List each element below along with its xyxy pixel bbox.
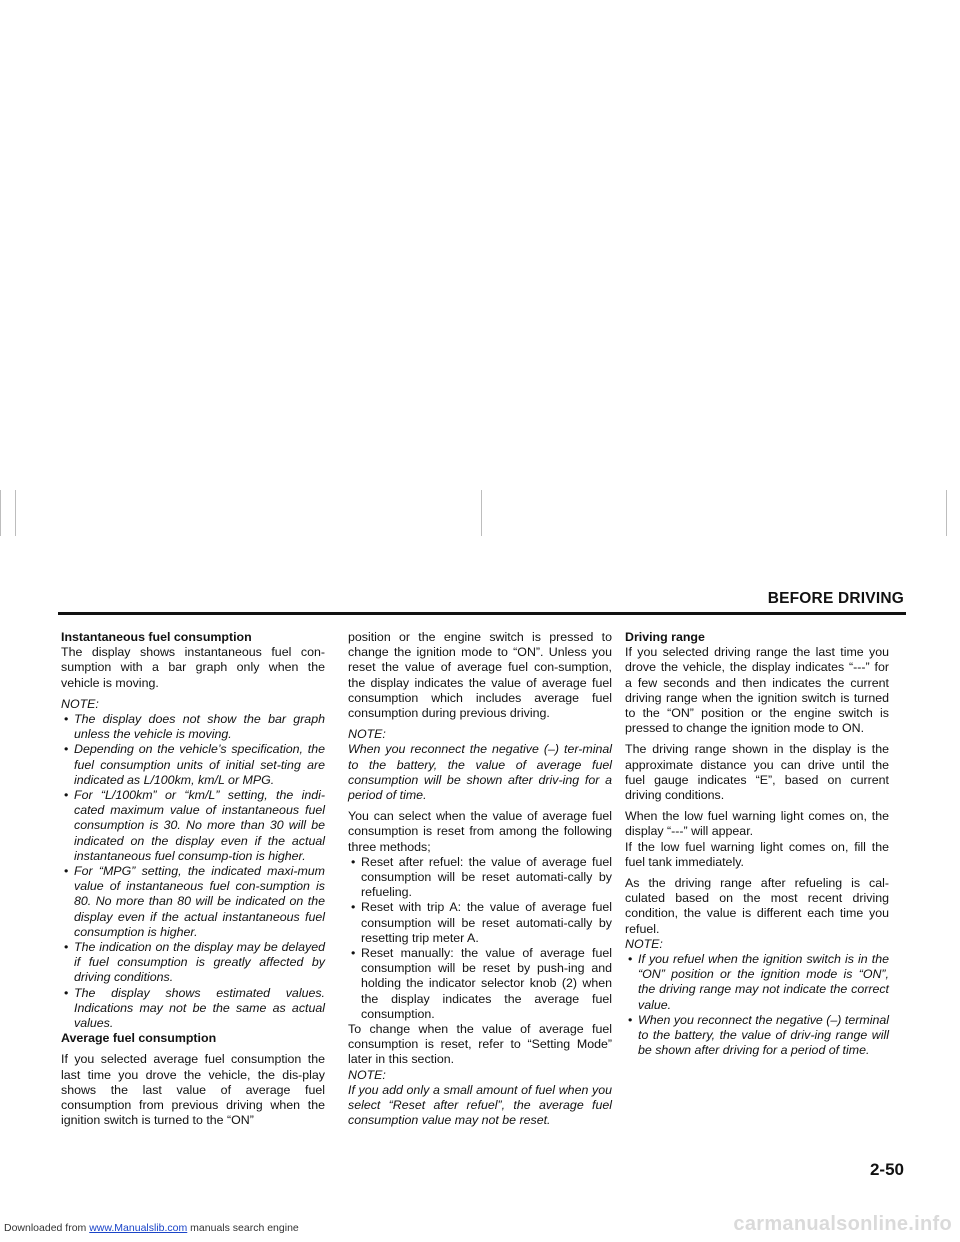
note-block [348,1068,612,1129]
reset-method-item: • Reset manually: the value of average fuel consumption will be reset by push-ing and holding the indicator selector knob (2) when the display indicates the average fuel consumption. [348,946,612,1022]
note-block [348,727,612,803]
note-text: When you reconnect the negative (–) ter-minal to the battery, the value of average fuel consumption will be shown after driv-ing for a period of time. [348,742,612,803]
heading-driving-range: Driving range [625,630,705,644]
paragraph: To change when the value of average fuel consumption is reset, refer to “Setting Mode” later in this section. [348,1022,612,1067]
note-item: • Depending on the vehicle’s specification, the fuel consumption units of initial set-ting are indicated as L/100km, km/L or MPG. [61,742,325,788]
download-footer [4,1222,299,1234]
note-item: • The display shows estimated values. Indications may not be the same as actual values. [61,986,325,1032]
note-label: NOTE: [348,1067,386,1082]
page-number: 2-50 [869,1160,904,1179]
paragraph: You can select when the value of average fuel consumption is reset from among the following three methods; [348,809,612,854]
note-item: • If you refuel when the ignition switch is in the “ON” position or the ignition mode is “ON”, the driving range may not indicate the correct value. [625,952,889,1013]
note-item: • For “MPG” setting, the indicated maxi-mum value of instantaneous fuel con-sumption is 80. No more than 80 will be indicated on the display even if the actual instantaneous fuel consumption is higher. [61,864,325,940]
footer-suffix: manuals search engine [187,1222,299,1234]
note-label: NOTE: [348,727,386,742]
reset-method-item: • Reset with trip A: the value of average fuel consumption will be reset automati-cally by resetting trip meter A. [348,900,612,946]
paragraph: position or the engine switch is pressed to change the ignition mode to “ON”. Unless you reset the value of average fuel con-sumption, the display indicates the value of average fuel consumption which includes average fuel consumption during previous driving. [348,630,612,721]
crop-mark [481,490,482,536]
note-list [61,712,325,1031]
watermark: carmanualsonline.info [733,1213,952,1235]
footer-prefix: Downloaded from [4,1222,90,1234]
note-block [625,937,889,1059]
manualslib-link[interactable]: www.Manualslib.com [89,1222,188,1234]
note-label: NOTE: [625,936,663,951]
paragraph: If you selected driving range the last time you drove the vehicle, the display indicates “---” for a few seconds and then indicates the current driving range when the ignition switch is turned to the “ON” position or the engine switch is pressed to change the ignition mode to ON. [625,645,889,736]
heading-average: Average fuel consumption [61,1031,217,1046]
header-rule [58,612,906,615]
crop-mark [0,490,1,536]
note-item: • When you reconnect the negative (–) terminal to the battery, the value of driv-ing range will be shown after driving for a period of time. [625,1013,889,1059]
crop-mark [946,490,947,536]
note-item: • The display does not show the bar graph unless the vehicle is moving. [61,712,325,742]
crop-mark [15,490,16,536]
reset-method-list [348,855,612,1022]
column-right [625,630,889,1058]
column-left [61,630,325,1129]
paragraph: The display shows instantaneous fuel con-sumption with a bar graph only when the vehicle is moving. [61,645,325,690]
note-text: If you add only a small amount of fuel when you select “Reset after refuel”, the average fuel consumption value may not be reset. [348,1082,612,1128]
paragraph: When the low fuel warning light comes on, the display “---” will appear. [625,809,889,839]
note-item: • The indication on the display may be delayed if fuel consumption is greatly affected by driving conditions. [61,940,325,986]
section-title: BEFORE DRIVING [767,590,904,607]
paragraph: As the driving range after refueling is cal-culated based on the most recent driving condition, the value is different each time you refuel. [625,876,889,936]
note-block [61,697,325,1031]
paragraph: If you selected average fuel consumption the last time you drove the vehicle, the dis-play shows the last value of average fuel consumption from previous driving when the ignition switch is turned to the “ON” [61,1052,325,1128]
note-label: NOTE: [61,696,99,711]
note-item: • For “L/100km” or “km/L” setting, the indi-cated maximum value of instantaneous fuel consumption is 30. No more than 30 will be indicated on the display even if the actual instantaneous fuel consump-tion is higher. [61,788,325,864]
reset-method-item: • Reset after refuel: the value of average fuel consumption will be reset automati-cally by refueling. [348,855,612,901]
paragraph: The driving range shown in the display is the approximate distance you can drive until the fuel gauge indicates “E”, based on current driving conditions. [625,742,889,803]
note-list [625,952,889,1058]
heading-instantaneous: Instantaneous fuel consumption [61,630,252,644]
column-middle [348,630,612,1129]
paragraph: If the low fuel warning light comes on, fill the fuel tank immediately. [625,839,889,869]
